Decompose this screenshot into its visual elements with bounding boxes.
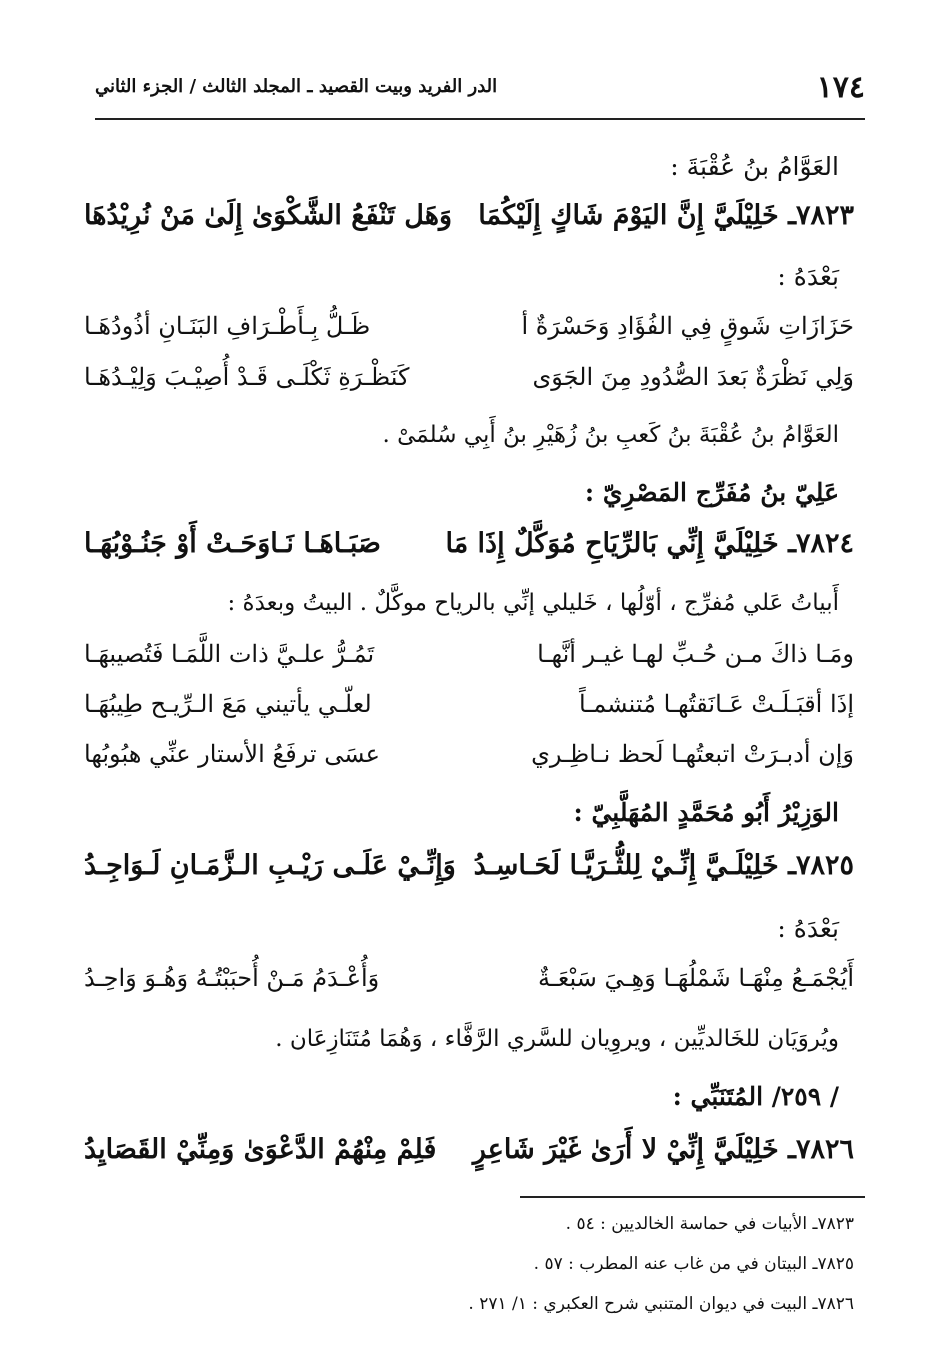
verse-first-hemistich: إذَا أقبَـلَـتْ عَـانَقتُهـا مُتنشمـاً — [579, 690, 854, 718]
footnote: ٧٨٢٦ـ البيت في ديوان المتنبي شرح العكبري : ١/ ٢٧١ . — [468, 1294, 854, 1314]
header-rule — [95, 118, 865, 120]
verse-first-hemistich: ٧٨٢٣ـ خَلِيْلَيَّ إِنَّ اليَوْمَ شَاكٍ إِلَيْكُمَا — [478, 200, 854, 231]
verse-7824 — [84, 528, 854, 578]
poet-heading: الوَزِيْرُ أَبُو مُحَمَّدٍ المُهَلَّبِيّ : — [573, 798, 839, 827]
verse-second-hemistich: وَإِنِّـيْ عَلَـى رَيْـبِ الـزَّمَـانِ لَـوَاجِـدُ — [84, 850, 456, 881]
verse-first-hemistich: حَزَازَاتِ شَوقٍ فِي الفُؤَادِ وَحَسْرَةٌ أ — [521, 312, 854, 340]
verse-second-hemistich: فَلِمْ مِنْهُمْ الدَّعْوَىٰ وَمِنِّيْ القَصَايِدُ — [84, 1134, 437, 1165]
verse-second-hemistich: كَنَظْـرَةِ ثَكْلَـى قَـدْ أُصِيْـبَ وَلِيْـدُهَـا — [84, 363, 410, 391]
verse-first-hemistich: وَإن أدبـرَتْ اتبعتُهـا لَحظ نـاظِـري — [531, 740, 854, 768]
running-title: الدر الفريد وبيت القصيد ـ المجلد الثالث / الجزء الثاني — [95, 76, 498, 97]
footnote: ٧٨٢٥ـ البيتان في من غاب عنه المطرب : ٥٧ . — [533, 1254, 854, 1274]
page-number: ١٧٤ — [816, 70, 865, 105]
after-label: بَعْدَهُ : — [777, 262, 839, 291]
poet-heading: العَوَّامُ بنُ عُقْبَةَ : — [670, 152, 839, 181]
verse-first-hemistich: وَلِي نَظْرَةٌ بَعدَ الصُّدُودِ مِنَ الجَوَى — [532, 363, 854, 391]
verse-first-hemistich: ومَـا ذاكَ مـن حُـبِّ لهـا غيـر أنَّهـا — [537, 640, 854, 668]
verse-7823-follow-2 — [84, 363, 854, 413]
verse-second-hemistich: تَمُـرُّ علـيَّ ذات اللَّمَـا فَتُصيبهَـا — [84, 640, 375, 668]
poet-heading: / ٢٥٩/ المُتَنَبِّي : — [672, 1082, 839, 1111]
verse-first-hemistich: ٧٨٢٥ـ خَلِيْلَـيَّ إِنِّـيْ لِلثُّـرَيَّـا لَحَـاسِـدُ — [473, 850, 854, 881]
page-header — [95, 70, 865, 110]
footnote-rule — [520, 1196, 865, 1198]
verse-7824-follow-1 — [84, 640, 854, 690]
verse-first-hemistich: ٧٨٢٦ـ خَلِيْلَيَّ إِنِّيْ لا أَرَىٰ غَيْرَ شَاعِرٍ — [472, 1134, 854, 1165]
verse-7825 — [84, 850, 854, 900]
verse-7824-follow-2 — [84, 690, 854, 740]
footnote: ٧٨٢٣ـ الأبيات في حماسة الخالديين : ٥٤ . — [565, 1214, 854, 1234]
verse-7824-follow-3 — [84, 740, 854, 790]
verse-second-hemistich: صَبَـاهَـا نَـاوَحَـتْ أَوْ جَنُـوْبُهَـا — [84, 528, 381, 559]
verse-first-hemistich: ٧٨٢٤ـ خَلِيْلَيَّ إِنِّي بَالرِّيَاحِ مُوَكَّلٌ إِذَا مَا — [445, 528, 854, 559]
commentary: ويُروَيَان للخَالديِّين ، ويروِيان للسَّري الرَّفَّاء ، وَهُمَا مُتَنَازِعَان . — [275, 1026, 839, 1052]
poet-heading: عَلِيّ بنُ مُفَرِّج المَصْرِيّ : — [584, 478, 839, 507]
verse-second-hemistich: عسَى ترفَعُ الأستار عنِّي هبُوبُها — [84, 740, 380, 768]
verse-7826 — [84, 1134, 854, 1184]
commentary: أَبياتُ عَلي مُفرِّج ، أوّلُها ، خَليلي إنِّي بالرياح موكَّلٌ . البيتُ وبعدَهُ : — [227, 590, 839, 616]
verse-7823 — [84, 200, 854, 250]
after-label: بَعْدَهُ : — [777, 914, 839, 943]
verse-second-hemistich: ظَـلُّ بِـأَطْـرَافِ البَنَـانِ أذُودُهَـا — [84, 312, 371, 340]
verse-second-hemistich: وَأُعْـدَمُ مَـنْ أُحبَبْتُـهُ وَهُـوَ وَاحِـدُ — [84, 964, 380, 992]
verse-7825-follow-1 — [84, 964, 854, 1014]
verse-first-hemistich: أَيُجْمَـعُ مِنْهَـا شَمْلُهَـا وَهِـيَ سَبْعَـةٌ — [538, 964, 854, 992]
verse-7823-follow-1 — [84, 312, 854, 362]
verse-second-hemistich: لعلّـي يأتيني مَعَ الـرِّيـح طِيبُهَـا — [84, 690, 372, 718]
verse-second-hemistich: وَهَل تَنْفَعُ الشَّكْوَىٰ إِلَىٰ مَنْ نُرِيْدُهَا — [84, 200, 453, 231]
commentary: العَوَّامُ بنُ عُقْبَةَ بنُ كَعبِ بنُ زُهَيْرِ بنُ أَبِي سُلمَىْ . — [382, 422, 839, 448]
